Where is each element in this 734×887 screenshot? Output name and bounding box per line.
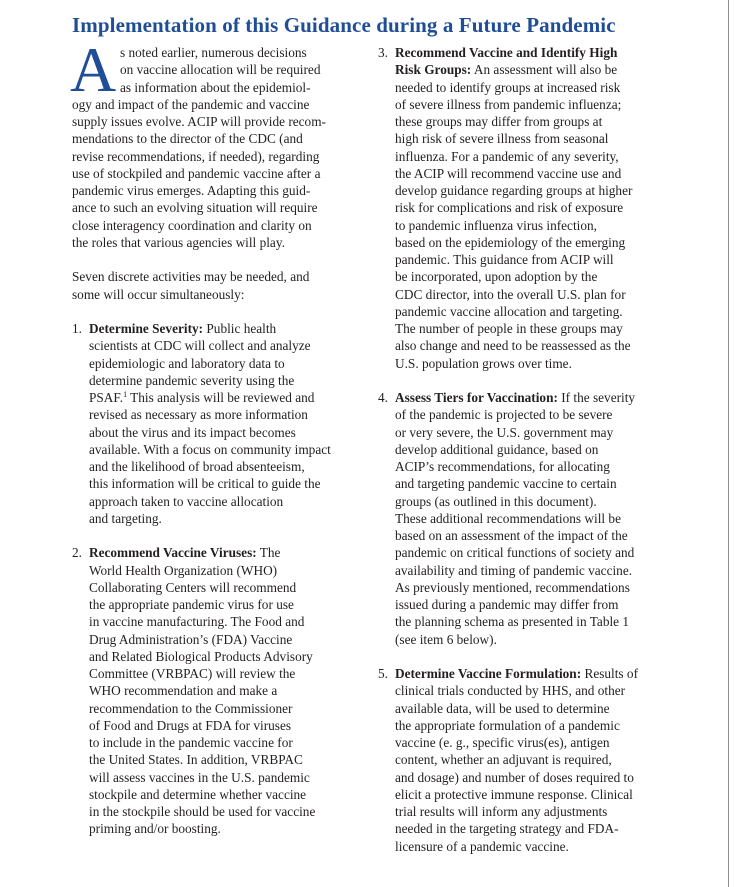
item-line: based on an assessment of the impact of the: [395, 528, 628, 543]
item-line: develop additional guidance, based on: [395, 441, 599, 457]
item-line: in the stockpile should be used for vaccine: [89, 804, 316, 819]
item-line: recommendation to the Commissioner: [89, 700, 293, 716]
item-line: and the likelihood of broad absenteeism,: [89, 459, 305, 474]
left-column: [70, 34, 354, 838]
item-line: about the virus and its impact becomes: [89, 424, 296, 440]
item-line: content, whether an adjuvant is required,: [395, 752, 612, 768]
item-line: pandemic vaccine allocation and targeting.: [395, 303, 623, 319]
list-number: 2.: [72, 545, 82, 561]
intro-line: pandemic virus emerges. Adapting this guid-: [72, 183, 311, 198]
list-item-determine-severity: [72, 320, 354, 527]
list-number: 5.: [378, 666, 388, 681]
list-number: 1.: [72, 321, 82, 336]
item-line: of the pandemic is projected to be severe: [395, 407, 613, 423]
right-column: [378, 44, 661, 855]
intro-line: supply issues evolve. ACIP will provide recom-: [72, 114, 326, 129]
list-item-recommend-vaccine-viruses: [72, 544, 354, 837]
paragraph-line: Seven discrete activities may be needed, and: [72, 269, 310, 285]
item-line: and Related Biological Products Advisory: [89, 648, 313, 664]
list-number: 4.: [378, 390, 388, 405]
item-text: PSAF.: [89, 390, 124, 405]
list-number: 3.: [378, 45, 388, 60]
item-heading: Determine Vaccine Formulation:: [395, 666, 582, 681]
item-line: pandemic. This guidance from ACIP will: [395, 252, 614, 267]
item-text: The: [256, 545, 281, 561]
item-line: licensure of a pandemic vaccine.: [395, 838, 569, 854]
intro-line: on vaccine allocation will be required: [120, 62, 321, 78]
page-edge-rule: [728, 0, 729, 887]
item-text: An assessment will also be: [471, 62, 618, 78]
item-line: Committee (VRBPAC) will review the: [89, 666, 296, 681]
item-line: of Food and Drugs at FDA for viruses: [89, 717, 292, 733]
item-line: Collaborating Centers will recommend: [89, 579, 297, 595]
intro-line: revise recommendations, if needed), regarding: [72, 148, 320, 164]
item-line: pandemic on critical functions of society and: [395, 545, 635, 561]
item-line: to include in the pandemic vaccine for: [89, 735, 293, 750]
item-line: WHO recommendation and make a: [89, 683, 278, 699]
item-line: elicit a protective immune response. Clinical: [395, 786, 633, 802]
item-line: the appropriate formulation of a pandemic: [395, 717, 620, 733]
item-line: develop guidance regarding groups at higher: [395, 183, 633, 198]
item-heading: Assess Tiers for Vaccination:: [395, 390, 558, 405]
list-item-determine-formulation: [378, 665, 661, 855]
item-line: the appropriate pandemic virus for use: [89, 597, 294, 612]
item-line: and targeting.: [89, 510, 162, 526]
paragraph-line: some will occur simultaneously:: [72, 286, 245, 302]
intro-line: use of stockpiled and pandemic vaccine after a: [72, 165, 321, 181]
item-line: These additional recommendations will be: [395, 510, 621, 526]
item-heading: Recommend Vaccine Viruses:: [89, 545, 257, 561]
item-line: As previously mentioned, recommendations: [395, 579, 630, 595]
item-line: to pandemic influenza virus infection,: [395, 217, 597, 233]
item-line: clinical trials conducted by HHS, and other: [395, 683, 626, 699]
item-line: of severe illness from pandemic influenza;: [395, 96, 622, 112]
item-line: the ACIP will recommend vaccine use and: [395, 165, 622, 181]
item-line: CDC director, into the overall U.S. plan for: [395, 286, 626, 302]
item-line: availability and timing of pandemic vaccine.: [395, 562, 633, 578]
item-line: or very severe, the U.S. government may: [395, 424, 614, 440]
item-line: U.S. population grows over time.: [395, 355, 572, 371]
item-line: approach taken to vaccine allocation: [89, 493, 284, 509]
item-line: this information will be critical to guide the: [89, 476, 321, 492]
item-text: Public health: [203, 321, 277, 336]
item-line: these groups may differ from groups at: [395, 114, 603, 129]
item-heading: Determine Severity:: [89, 321, 204, 336]
intro-line: s noted earlier, numerous decisions: [120, 45, 307, 60]
item-line: will assess vaccines in the U.S. pandemic: [89, 769, 310, 785]
item-line: in vaccine manufacturing. The Food and: [89, 614, 305, 630]
item-line: revised as necessary as more information: [89, 407, 308, 423]
item-line: the United States. In addition, VRBPAC: [89, 752, 303, 768]
intro-paragraph: [70, 34, 354, 251]
item-line: stockpile and determine whether vaccine: [89, 786, 307, 802]
intro-line: as information about the epidemiol-: [120, 79, 311, 95]
item-heading: Recommend Vaccine and Identify High: [395, 45, 618, 60]
intro-line: close interagency coordination and clarity on: [72, 217, 312, 233]
item-line: World Health Organization (WHO): [89, 562, 278, 578]
seven-activities-paragraph: [72, 268, 354, 303]
intro-line: mendations to the director of the CDC (and: [72, 131, 303, 147]
item-line: be incorporated, upon adoption by the: [395, 269, 598, 285]
item-line: scientists at CDC will collect and analyze: [89, 338, 311, 354]
item-line: vaccine (e. g., specific virus(es), antigen: [395, 735, 610, 750]
item-line: determine pandemic severity using the: [89, 372, 295, 388]
item-line: groups (as outlined in this document).: [395, 493, 597, 509]
item-line: needed in the targeting strategy and FDA-: [395, 821, 619, 837]
intro-line: ance to such an evolving situation will require: [72, 200, 318, 216]
item-line: Drug Administration’s (FDA) Vaccine: [89, 631, 293, 647]
item-line: based on the epidemiology of the emerging: [395, 234, 626, 250]
item-text: If the severity: [557, 390, 636, 405]
item-heading: Risk Groups:: [395, 62, 472, 78]
item-line: risk for complications and risk of exposure: [395, 200, 624, 216]
item-line: influenza. For a pandemic of any severity,: [395, 148, 619, 164]
item-line: and dosage) and number of doses required to: [395, 769, 634, 785]
item-line: available. With a focus on community impact: [89, 441, 331, 457]
item-line: the planning schema as presented in Table 1: [395, 614, 630, 630]
drop-cap: A: [70, 34, 117, 105]
intro-line: the roles that various agencies will play.: [72, 234, 285, 250]
item-line: The number of people in these groups may: [395, 321, 623, 336]
footnote-ref: 1: [123, 390, 128, 399]
page-title: Implementation of this Guidance during a Future Pandemic: [72, 13, 616, 37]
list-item-assess-tiers: [378, 389, 661, 648]
item-line: and targeting pandemic vaccine to certain: [395, 476, 617, 492]
item-line: ACIP’s recommendations, for allocating: [395, 459, 610, 474]
item-line: issued during a pandemic may differ from: [395, 597, 619, 612]
intro-line: ogy and impact of the pandemic and vaccine: [72, 96, 310, 112]
item-line: (see item 6 below).: [395, 631, 497, 647]
item-line: also change and need to be reassessed as the: [395, 338, 631, 354]
list-item-recommend-vaccine-high-risk: [378, 44, 661, 372]
item-line: needed to identify groups at increased risk: [395, 79, 621, 95]
item-line: epidemiologic and laboratory data to: [89, 355, 285, 371]
item-text: This analysis will be reviewed and: [127, 390, 315, 405]
item-line: available data, will be used to determine: [395, 700, 610, 716]
item-line: trial results will inform any adjustments: [395, 804, 608, 819]
item-line: high risk of severe illness from seasonal: [395, 131, 609, 147]
item-text: Results of: [581, 666, 639, 681]
item-line: priming and/or boosting.: [89, 821, 221, 837]
